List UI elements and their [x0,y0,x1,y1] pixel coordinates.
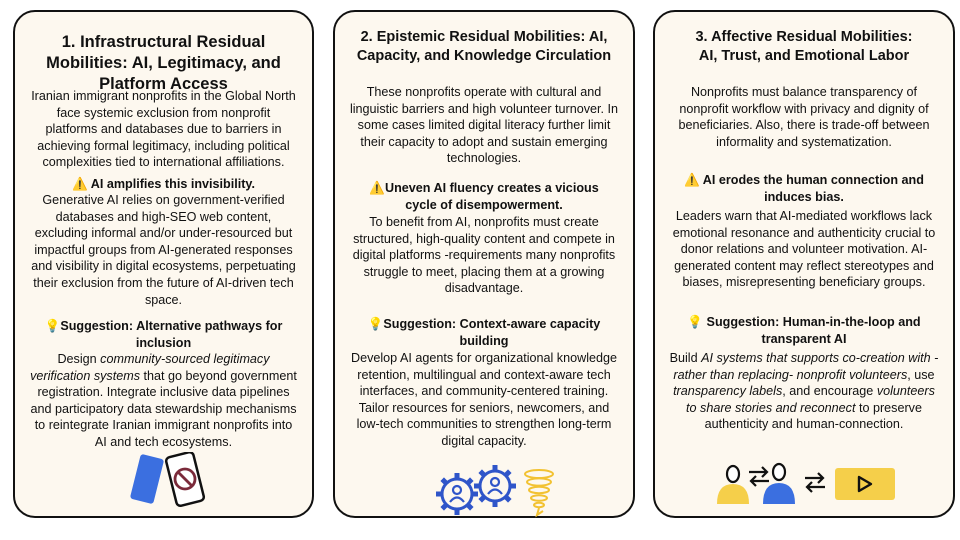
suggestion-part: Develop AI agents for organizational knowledge retention, multilingual and context-aware tech interfaces, and community-centered training. Tailor resources for seniors, newcomers, and low-tech communities to strengthen long-term digital capacity. [350,351,618,448]
person-icon [763,464,795,504]
issue-text: Leaders warn that AI-mediated workflows lack emotional resonance and authenticity crucial to donor relations and volunteer motivation. AI-generated content may reflect stereotypes and biases, misrepresenting beneficiary groups. [672,209,936,290]
card-infrastructural [13,10,314,518]
card-epistemic [333,10,635,518]
phone-icon [130,454,164,504]
issue-heading [655,172,953,205]
suggestion-part: Design [57,352,101,366]
card-title: 1. Infrastructural Residual Mobilities: AI, Legitimacy, and Platform Access [46,33,281,93]
person-icon [717,466,749,504]
card-title: 2. Epistemic Residual Mobilities: AI, Capacity, and Knowledge Circulation [356,29,612,64]
suggestion-heading [15,318,312,351]
warning-icon: ⚠️ [369,181,385,195]
illustration-connection [713,456,903,506]
issue-heading [15,176,312,193]
suggestion-heading [655,314,953,347]
lightbulb-icon: 💡 [687,315,704,329]
spiral-arrow-icon [525,470,553,515]
card-title: 3. Affective Residual Mobilities: AI, Trust, and Emotional Labor [695,29,913,64]
issue-text: Generative AI relies on government-verified databases and high-SEO web content, excluding informal and/or under-resourced but impactful groups from AI-generated responses and visibility in digital ecosystems, perpetuating their exclusion from the future of AI-driven tech space. [31,193,296,307]
exchange-arrows-icon [749,467,769,486]
issue-heading-text: Uneven AI fluency creates a vicious cycle of disempowerment. [384,181,599,212]
suggestion-part: , and encourage [782,384,877,399]
illustration-gears [433,460,561,518]
issue-text: To benefit from AI, nonprofits must create structured, high-quality content and compete in digital platforms -requirements many nonprofits struggle to meet, placing them at a growing disadvantage. [352,215,616,296]
suggestion-part: Build [669,351,702,365]
card-intro: These nonprofits operate with cultural and linguistic barriers and high volunteer turnover. In some cases limited digital literacy further limit their capacity to adopt and sustain emerging technologies. [349,85,619,166]
issue-heading-text: AI erodes the human connection and induces bias. [702,173,924,204]
suggestion-part-emphasis: community-sourced legitimacy verification systems [30,352,270,383]
card-affective [653,10,955,518]
issue-heading-text: AI amplifies this invisibility. [90,177,255,191]
suggestion-heading-text: Suggestion: Context-aware capacity building [383,317,601,348]
suggestion-part-emphasis: AI systems that supports co-creation with -rather than replacing- nonprofit volunteers [673,351,939,382]
suggestion-text [655,350,953,433]
lightbulb-icon: 💡 [44,319,61,333]
suggestion-part-emphasis: transparency labels [673,384,783,399]
suggestion-heading-text: Suggestion: Human-in-the-loop and transparent AI [706,315,921,346]
people-gear-icon [436,473,478,515]
card-intro: Iranian immigrant nonprofits in the Global North face systemic exclusion from nonprofit platforms and databases due to barriers in achieving formal legitimacy, including political complexities tied to international affiliations. [31,89,296,170]
video-play-icon [835,468,895,500]
suggestion-part-emphasis: volunteers to share stories and reconnect [686,384,935,415]
suggestion-text [335,350,633,450]
warning-icon: ⚠️ [72,177,88,191]
exchange-arrows-icon [805,473,825,492]
lightbulb-icon: 💡 [367,317,384,331]
suggestion-heading [335,316,633,349]
phone-prohibited-icon [165,452,204,507]
suggestion-text [15,351,312,451]
issue-heading [335,180,633,213]
warning-icon: ⚠️ [684,173,700,187]
card-intro: Nonprofits must balance transparency of nonprofit workflow with privacy and dignity of beneficiaries. Also, there is trade-off between informality and systematization. [678,85,930,149]
people-gear-icon [474,465,516,507]
suggestion-part: , use [907,367,935,382]
suggestion-part: to preserve authenticity and human-connection. [704,400,922,432]
illustration-phones [127,452,217,508]
suggestion-part: that go beyond government registration. Integrate inclusive data pipelines and participatory data stewardship mechanisms to reintegrate Iranian immigrant nonprofits into AI and tech ecosystems. [30,368,297,449]
suggestion-heading-text: Suggestion: Alternative pathways for inclusion [60,319,283,350]
